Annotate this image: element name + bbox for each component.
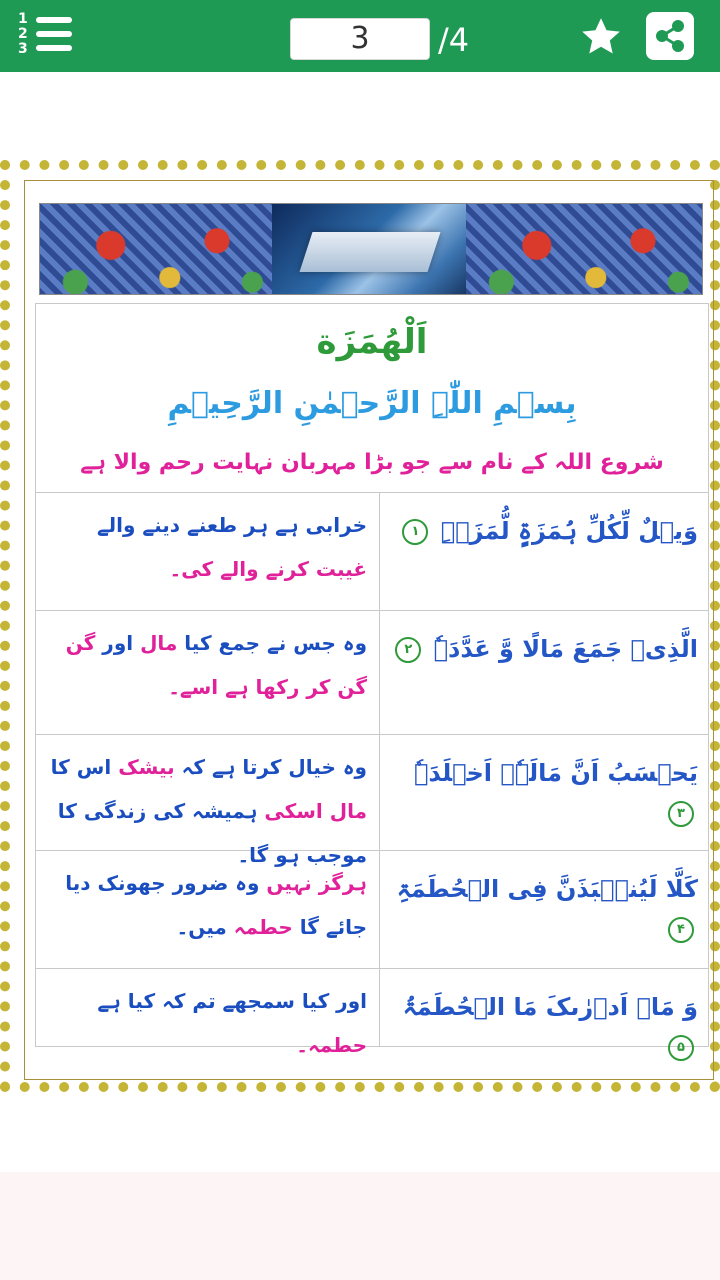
menu-lines-icon [36,17,72,59]
ayah-arabic [380,611,710,734]
star-icon [578,14,624,60]
surah-title-box [35,303,709,493]
share-icon [646,12,694,60]
translation-segment: مال [140,631,178,655]
numbered-list-icon: 1 2 3 [18,11,28,57]
ayah-translation [36,611,380,734]
ayah-row[interactable] [35,611,709,735]
surah-index-menu-button[interactable] [18,12,76,62]
ayah-arabic [380,493,710,610]
translation-segment: والے کی۔ [169,557,266,581]
ayah-row[interactable] [35,735,709,867]
ayat-table [35,493,709,1057]
translation-segment: میں۔ [176,915,234,939]
ayah-number-badge: ۳ [668,801,694,827]
ayah-number-badge: ۲ [395,637,421,663]
translation-segment: حطمہ [233,915,293,939]
ayah-translation [36,969,380,1057]
ayah-arabic-text: یَحۡسَبُ اَنَّ مَالَہٗۤ اَخۡلَدَہٗ [414,759,698,787]
ayah-translation [36,493,380,610]
translation-segment: حطمہ۔ [296,1033,367,1057]
translation-segment: اور کیا سمجھے تم کہ کیا ہے [97,989,367,1013]
translation-segment: وہ جس نے جمع کیا [177,631,367,655]
header-ornament-banner [39,203,703,295]
top-bar [0,0,720,72]
ayah-number-badge: ۵ [668,1035,694,1061]
open-book-image [272,204,468,295]
translation-segment: غیبت کرنے [265,557,367,581]
ayah-arabic [380,735,710,850]
translation-segment: مال اسکی [264,799,367,823]
bookmark-star-button[interactable] [578,14,624,60]
translation-segment: ہرگز نہیں [266,871,367,895]
bismillah-translation: شروع اللہ کے نام سے جو بڑا مہربان نہایت رحم والا ہے [80,450,664,475]
surah-name: اَلْهُمَزَة [316,322,428,362]
translation-segment: اس کا [50,755,119,779]
left-floral-ornament [40,204,276,295]
ayah-arabic [380,851,710,968]
right-floral-ornament [466,204,702,295]
ayah-row[interactable] [35,493,709,611]
share-button[interactable] [646,12,694,60]
translation-segment: وہ خیال کرتا ہے کہ [174,755,367,779]
ayah-translation [36,735,380,867]
page-number-input[interactable]: 3 [290,18,430,60]
translation-segment: گن گن کر رکھا ہے اسے۔ [65,631,367,699]
total-pages-label: /4 [438,21,470,59]
ayah-arabic [380,969,710,1055]
translation-segment: خرابی ہے ہر طعنے دینے والے [96,513,367,537]
translation-segment: اور [95,631,141,655]
ayah-arabic-text: کَلَّا لَیُنۡۢبَذَنَّ فِی الۡحُطَمَۃِ [396,875,698,903]
translation-segment: بیشک [118,755,175,779]
ayah-row[interactable] [35,851,709,969]
translation-segment: وہ ضرور جھونک دیا جائے گا [65,871,367,939]
ayah-row[interactable] [35,969,709,1057]
ayah-translation [36,851,380,968]
bottom-ad-area [0,1172,720,1280]
translation-segment: ہمیشہ کی زندگی کا موجب ہو گا۔ [57,799,367,867]
ayah-number-badge: ۱ [402,519,428,545]
page-decorative-frame [0,160,720,1092]
ayah-number-badge: ۴ [668,917,694,943]
bismillah: بِسۡمِ اللّٰہِ الرَّحۡمٰنِ الرَّحِیۡمِ [167,386,577,421]
ayah-arabic-text: وَیۡلٌ لِّکُلِّ ہُمَزَۃٍ لُّمَزَۃِۣ [440,517,698,545]
ayah-arabic-text: الَّذِیۡ جَمَعَ مَالًا وَّ عَدَّدَہٗ [433,635,698,663]
ayah-arabic-text: وَ مَاۤ اَدۡرٰىکَ مَا الۡحُطَمَۃُ [402,993,698,1021]
page-content [24,180,714,1080]
